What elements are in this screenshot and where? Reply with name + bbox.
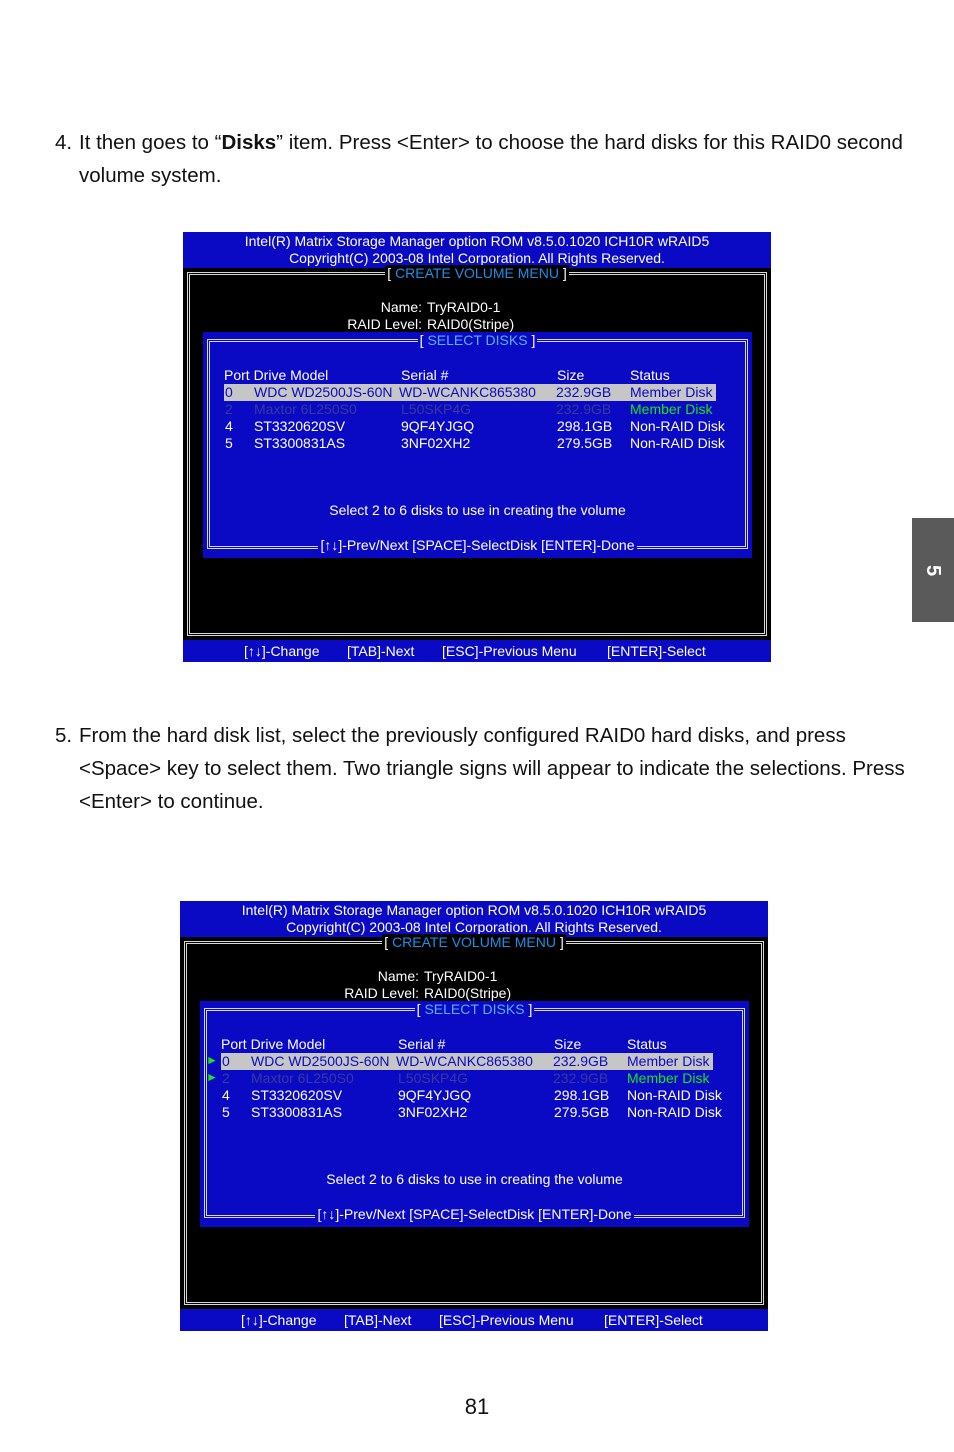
disk-row[interactable]: 2 Maxtor 6L250S0 L50SKP4G 232.9GB Member Disk — [225, 401, 713, 417]
step-4-instruction: 4. It then goes to “Disks” item. Press <Enter> to choose the hard disks for this RAID0 second volume system. — [55, 126, 905, 192]
bios-header: Intel(R) Matrix Storage Manager option ROM v8.5.0.1020 ICH10R wRAID5 Copyright(C) 2003-08 Intel Corporation. All Rights Reserved. — [183, 232, 771, 268]
disk-row[interactable]: 5 ST3300831AS 3NF02XH2 279.5GB Non-RAID Disk — [222, 1104, 722, 1120]
selected-triangle-icon: ► — [206, 1070, 218, 1084]
disk-row[interactable]: 4 ST3320620SV 9QF4YJGQ 298.1GB Non-RAID Disk — [222, 1087, 722, 1103]
page-number: 81 — [464, 1394, 490, 1419]
selected-triangle-icon: ► — [206, 1053, 218, 1067]
name-label: Name: — [380, 299, 422, 315]
panel-key-hints: [↑↓]-Prev/Next [SPACE]-SelectDisk [ENTER]-Done — [320, 537, 635, 553]
bios-footer: [↑↓]-Change [TAB]-Next [ESC]-Previous Menu [ENTER]-Select — [180, 1309, 768, 1331]
step-number: 5. — [55, 724, 73, 747]
disk-table-header: Port Drive Model Serial # Size Status — [221, 1036, 667, 1052]
bios-screen-2 — [180, 901, 768, 1331]
disk-row[interactable]: ► 2 Maxtor 6L250S0 L50SKP4G 232.9GB Member Disk — [206, 1070, 710, 1086]
name-label: Name: — [377, 968, 419, 984]
step-number: 4. — [55, 131, 73, 154]
bios-screen-1 — [183, 232, 771, 662]
select-message: Select 2 to 6 disks to use in creating the volume — [326, 1171, 623, 1187]
disks-keyword: Disks — [221, 131, 277, 154]
bios-footer: [↑↓]-Change [TAB]-Next [ESC]-Previous Menu [ENTER]-Select — [183, 640, 771, 662]
chapter-tab: 5 — [912, 518, 954, 622]
disk-row[interactable]: 4 ST3320620SV 9QF4YJGQ 298.1GB Non-RAID Disk — [225, 418, 725, 434]
raid-level-label: RAID Level: — [344, 985, 419, 1001]
name-value: TryRAID0-1 — [427, 299, 501, 315]
raid-level-value: RAID0(Stripe) — [427, 316, 515, 332]
step-5-instruction: 5. From the hard disk list, select the previously configured RAID0 hard disks, and press <Space> key to select them. Two triangle signs will appear to indicate the selections. Press <Enter> to continue. — [55, 719, 905, 818]
disk-table-header: Port Drive Model Serial # Size Status — [224, 367, 670, 383]
select-disks-panel — [200, 1001, 749, 1227]
name-value: TryRAID0-1 — [424, 968, 498, 984]
disk-row[interactable]: 0 WDC WD2500JS-60N WD-WCANKC865380 232.9GB Member Disk — [203, 384, 752, 401]
menu-title: [ CREATE VOLUME MENU ] — [384, 934, 564, 950]
raid-level-value: RAID0(Stripe) — [424, 985, 512, 1001]
panel-title: [ SELECT DISKS ] — [419, 332, 536, 348]
select-disks-panel — [203, 332, 752, 558]
disk-row[interactable]: 5 ST3300831AS 3NF02XH2 279.5GB Non-RAID Disk — [225, 435, 725, 451]
raid-level-label: RAID Level: — [347, 316, 422, 332]
panel-title: [ SELECT DISKS ] — [416, 1001, 533, 1017]
menu-title: [ CREATE VOLUME MENU ] — [387, 265, 567, 281]
disk-row[interactable]: ► 0 WDC WD2500JS-60N WD-WCANKC865380 232.9GB Member Disk — [200, 1053, 749, 1070]
bios-header: Intel(R) Matrix Storage Manager option ROM v8.5.0.1020 ICH10R wRAID5 Copyright(C) 2003-08 Intel Corporation. All Rights Reserved. — [180, 901, 768, 937]
select-message: Select 2 to 6 disks to use in creating the volume — [329, 502, 626, 518]
panel-key-hints: [↑↓]-Prev/Next [SPACE]-SelectDisk [ENTER]-Done — [317, 1206, 632, 1222]
